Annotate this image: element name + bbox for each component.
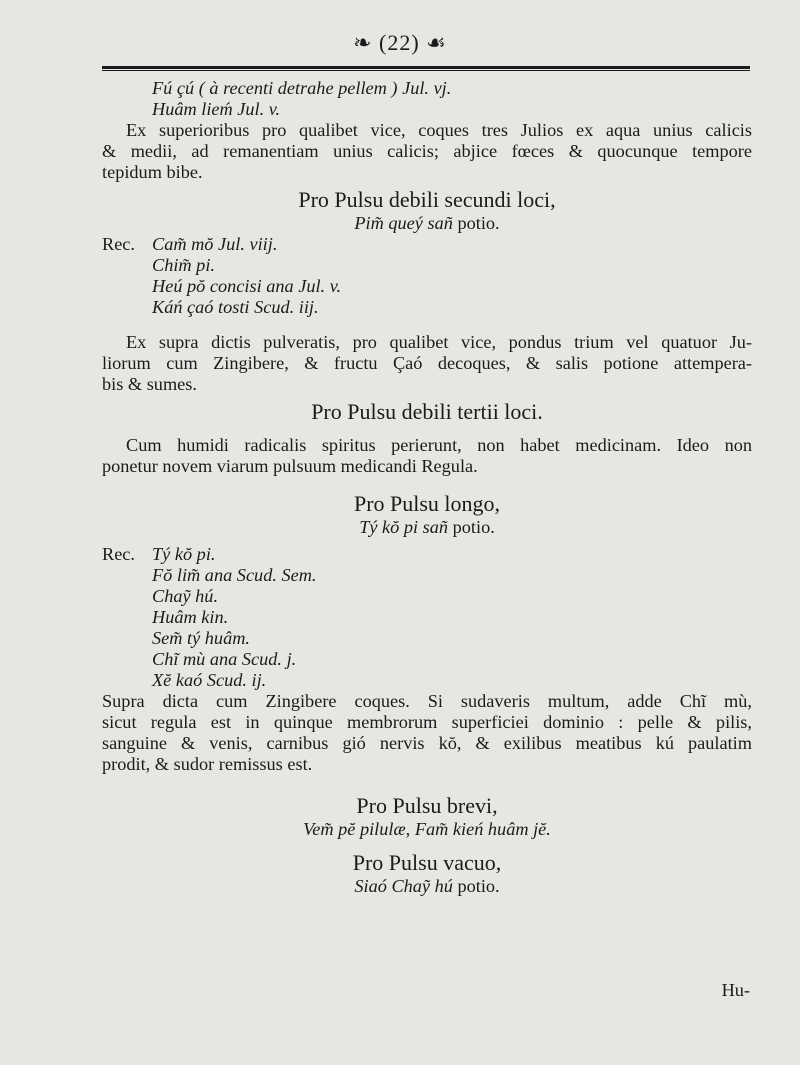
section-heading: Pro Pulsu vacuo, <box>352 850 502 875</box>
paragraph-line: Ex superioribus pro qualibet vice, coques tres Julios ex aqua unius calicis <box>126 120 752 140</box>
subheading-italic: Pim̃ queý sañ <box>354 213 453 233</box>
recipe-line: Heú pŏ concisi ana Jul. v. <box>152 276 342 296</box>
recipe-line: Chaỹ hú. <box>152 586 219 606</box>
recipe-line: Xĕ kaó Scud. ij. <box>152 670 267 690</box>
paragraph-line: Ex supra dictis pulveratis, pro qualibet vice, pondus trium vel quatuor Ju- <box>126 332 752 352</box>
recipe-line: Fú çú ( à recenti detrahe pellem ) Jul. vj. <box>152 78 452 98</box>
section-subheading <box>102 876 752 897</box>
paragraph-line: Cum humidi radicalis spiritus perierunt, non habet medicinam. Ideo non <box>126 435 752 455</box>
recipe-line: Sem̃ tý huâm. <box>152 628 250 648</box>
recipe-line: Huâm lieḿ Jul. v. <box>152 99 281 119</box>
subheading-roman: potio. <box>457 876 500 896</box>
paragraph-line: prodit, & sudor remissus est. <box>102 754 313 774</box>
recipe-block <box>102 544 752 691</box>
header-rule <box>102 66 750 71</box>
recipe-line: Chĩ mù ana Scud. j. <box>152 649 297 669</box>
subheading-italic: Siaó Chaỹ hú <box>354 876 453 896</box>
recipe-line: Cam̃ mŏ Jul. viij. <box>152 234 278 254</box>
recipe-line: Tý kŏ pi. <box>152 544 216 564</box>
subheading-roman: potio. <box>452 517 495 537</box>
paragraph-line: ponetur novem viarum pulsuum medicandi Regula. <box>102 456 478 476</box>
recipe-block <box>102 234 752 318</box>
section-heading: Pro Pulsu brevi, <box>356 793 498 818</box>
catchword: Hu- <box>721 980 750 1000</box>
recipe-line: Chim̃ pi. <box>152 255 215 275</box>
section-subheading <box>102 213 752 234</box>
section-subheading: Vem̃ pĕ pilulæ, Fam̃ kień huâm jĕ. <box>303 819 551 839</box>
recipe-line: Huâm kin. <box>152 607 229 627</box>
paragraph-line: tepidum bibe. <box>102 162 203 182</box>
rec-label: Rec. <box>102 544 135 564</box>
recipe-line: Káń çaó tosti Scud. iij. <box>152 297 319 317</box>
page-number: ❧ (22) ☙ <box>353 30 447 55</box>
section-subheading <box>102 517 752 538</box>
recipe-line: Fŏ lim̃ ana Scud. Sem. <box>152 565 317 585</box>
paragraph-line: bis & sumes. <box>102 374 197 394</box>
paragraph-line: sanguine & venis, carnibus gió nervis kŏ, & exilibus meatibus kú paulatim <box>102 733 752 753</box>
section-heading: Pro Pulsu debili tertii loci. <box>311 399 543 424</box>
paragraph-line: & medii, ad remanentiam unius calicis; abjice fœces & quocunque tempore <box>102 141 752 161</box>
subheading-roman: potio. <box>457 213 500 233</box>
paragraph-line: Supra dicta cum Zingibere coques. Si sudaveris multum, adde Chĩ mù, <box>102 691 752 711</box>
page-content <box>102 78 752 897</box>
paragraph-line: liorum cum Zingibere, & fructu Çaó decoques, & salis potione attempera- <box>102 353 752 373</box>
section-heading: Pro Pulsu debili secundi loci, <box>298 187 556 212</box>
subheading-italic: Tý kŏ pi sañ <box>359 517 449 537</box>
rec-label: Rec. <box>102 234 135 254</box>
section-heading: Pro Pulsu longo, <box>353 491 501 516</box>
paragraph-line: sicut regula est in quinque membrorum superficiei dominio : pelle & pilis, <box>102 712 752 732</box>
